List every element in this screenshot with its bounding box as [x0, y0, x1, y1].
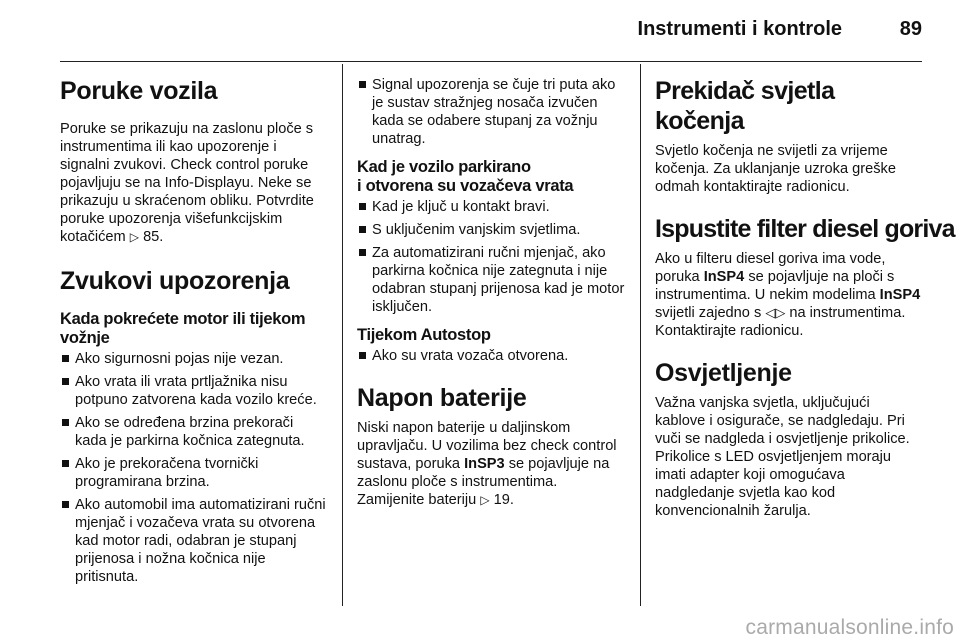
subheading-parkirano-line1: Kad je vozilo parkirano	[357, 158, 531, 176]
list-item: Ako automobil ima automatizirani ručni mjenjač i vozačeva vrata su otvorena kad motor radi, odabran je stupanj prijenosa i nožna kočnica nije pritisnuta.	[60, 496, 328, 586]
paragraph-napon	[357, 419, 625, 509]
paragraph-poruke-text: Poruke se prikazuju na zaslonu ploče s instrumentima ili kao upozorenje i signalni zvukovi. Check control poruke pojavljuju se na Info-Displayu. Neke se prikazuju u skraćenom obliku. Potvrdite poruke upozorenja višefunkcijskim kotačićem	[60, 121, 314, 245]
subheading-kada-pokrecete: Kada pokrećete motor ili tijekom vožnje	[60, 310, 306, 347]
section-title: Instrumenti i kontrole	[637, 18, 842, 40]
heading-prekidac-svjetla: Prekidač svjetla kočenja	[655, 77, 835, 135]
page-reference-arrow-icon: ▷	[129, 230, 139, 244]
list-item: Signal upozorenja se čuje tri puta ako je sustav stražnjeg nosača izvučen kada se odabere stupanj za vožnju unatrag.	[357, 76, 625, 148]
column-3	[655, 64, 955, 520]
subheading-parkirano	[357, 158, 625, 196]
list-item: Ako su vrata vozača otvorena.	[357, 347, 625, 365]
list-autostop	[357, 347, 625, 365]
list-item: S uključenim vanjskim svjetlima.	[357, 221, 625, 239]
paragraph-osvjetljenje: Važna vanjska svjetla, uključujući kablove i osigurače, se nadgledaju. Pri vuči se nadgleda i osvjetljenje prikolice. Prikolice s LED osvjetljenjem moraju imati adapter koji omogućava nadgledanje svjetla kao kod konvencionalnih žarulja.	[655, 395, 910, 519]
list-signal	[357, 76, 625, 148]
list-zvukovi	[60, 350, 328, 586]
page-number: 89	[899, 18, 922, 40]
paragraph-filter	[655, 250, 923, 340]
paragraph-filter-d: na instrumentima. Kontaktirajte radionicu.	[655, 305, 906, 339]
control-indicator-light-icon: ◁▷	[765, 305, 786, 320]
message-code-insp4-2: InSP4	[879, 287, 921, 303]
paragraph-poruke	[60, 120, 328, 246]
list-item: Ako se određena brzina prekorači kada je parkirna kočnica zategnuta.	[60, 414, 328, 450]
heading-zvukovi-upozorenja: Zvukovi upozorenja	[60, 267, 290, 295]
list-item: Za automatizirani ručni mjenjač, ako parkirna kočnica nije zategnuta i nije odabran stupanj prijenosa kad je motor isključen.	[357, 244, 625, 316]
column-divider-2	[640, 64, 641, 606]
page-reference-arrow-icon: ▷	[480, 493, 490, 507]
list-item: Ako sigurnosni pojas nije vezan.	[60, 350, 328, 368]
message-code-insp3: InSP3	[464, 456, 505, 472]
heading-osvjetljenje: Osvjetljenje	[655, 359, 792, 387]
list-item: Ako vrata ili vrata prtljažnika nisu potpuno zatvorena kada vozilo kreće.	[60, 373, 328, 409]
list-parkirano	[357, 198, 625, 316]
list-item: Kad je ključ u kontakt bravi.	[357, 198, 625, 216]
message-code-insp4: InSP4	[703, 269, 745, 285]
watermark: carmanualsonline.info	[745, 616, 954, 639]
paragraph-napon-ref: 19.	[493, 492, 514, 508]
paragraph-napon-a: Niski napon baterije u daljinskom upravljaču. U vozilima bez check control sustava, poruka	[357, 420, 617, 472]
paragraph-poruke-ref: 85.	[143, 229, 164, 245]
paragraph-filter-c: svijetli zajedno s	[655, 305, 762, 321]
column-2	[357, 64, 625, 509]
paragraph-napon-b: se pojavljuje na zaslonu ploče s instrumentima. Zamijenite bateriju	[357, 456, 610, 508]
column-1	[60, 64, 328, 586]
heading-filter-diesel: Ispustite filter diesel goriva	[655, 215, 955, 243]
subheading-autostop: Tijekom Autostop	[357, 326, 491, 344]
column-divider-1	[342, 64, 343, 606]
paragraph-filter-b: se pojavljuje na ploči s instrumentima. U nekim modelima	[655, 269, 895, 303]
heading-poruke-vozila: Poruke vozila	[60, 77, 218, 105]
header-divider	[60, 61, 922, 62]
subheading-parkirano-line2: i otvorena su vozačeva vrata	[357, 177, 574, 195]
heading-napon-baterije: Napon baterije	[357, 384, 527, 412]
paragraph-filter-a: Ako u filteru diesel goriva ima vode, poruka	[655, 251, 886, 285]
list-item: Ako je prekoračena tvornički programirana brzina.	[60, 455, 328, 491]
page-header	[0, 0, 960, 62]
paragraph-prekidac: Svjetlo kočenja ne svijetli za vrijeme kočenja. Za uklanjanje uzroka greške odmah kontaktirajte radionicu.	[655, 143, 896, 195]
